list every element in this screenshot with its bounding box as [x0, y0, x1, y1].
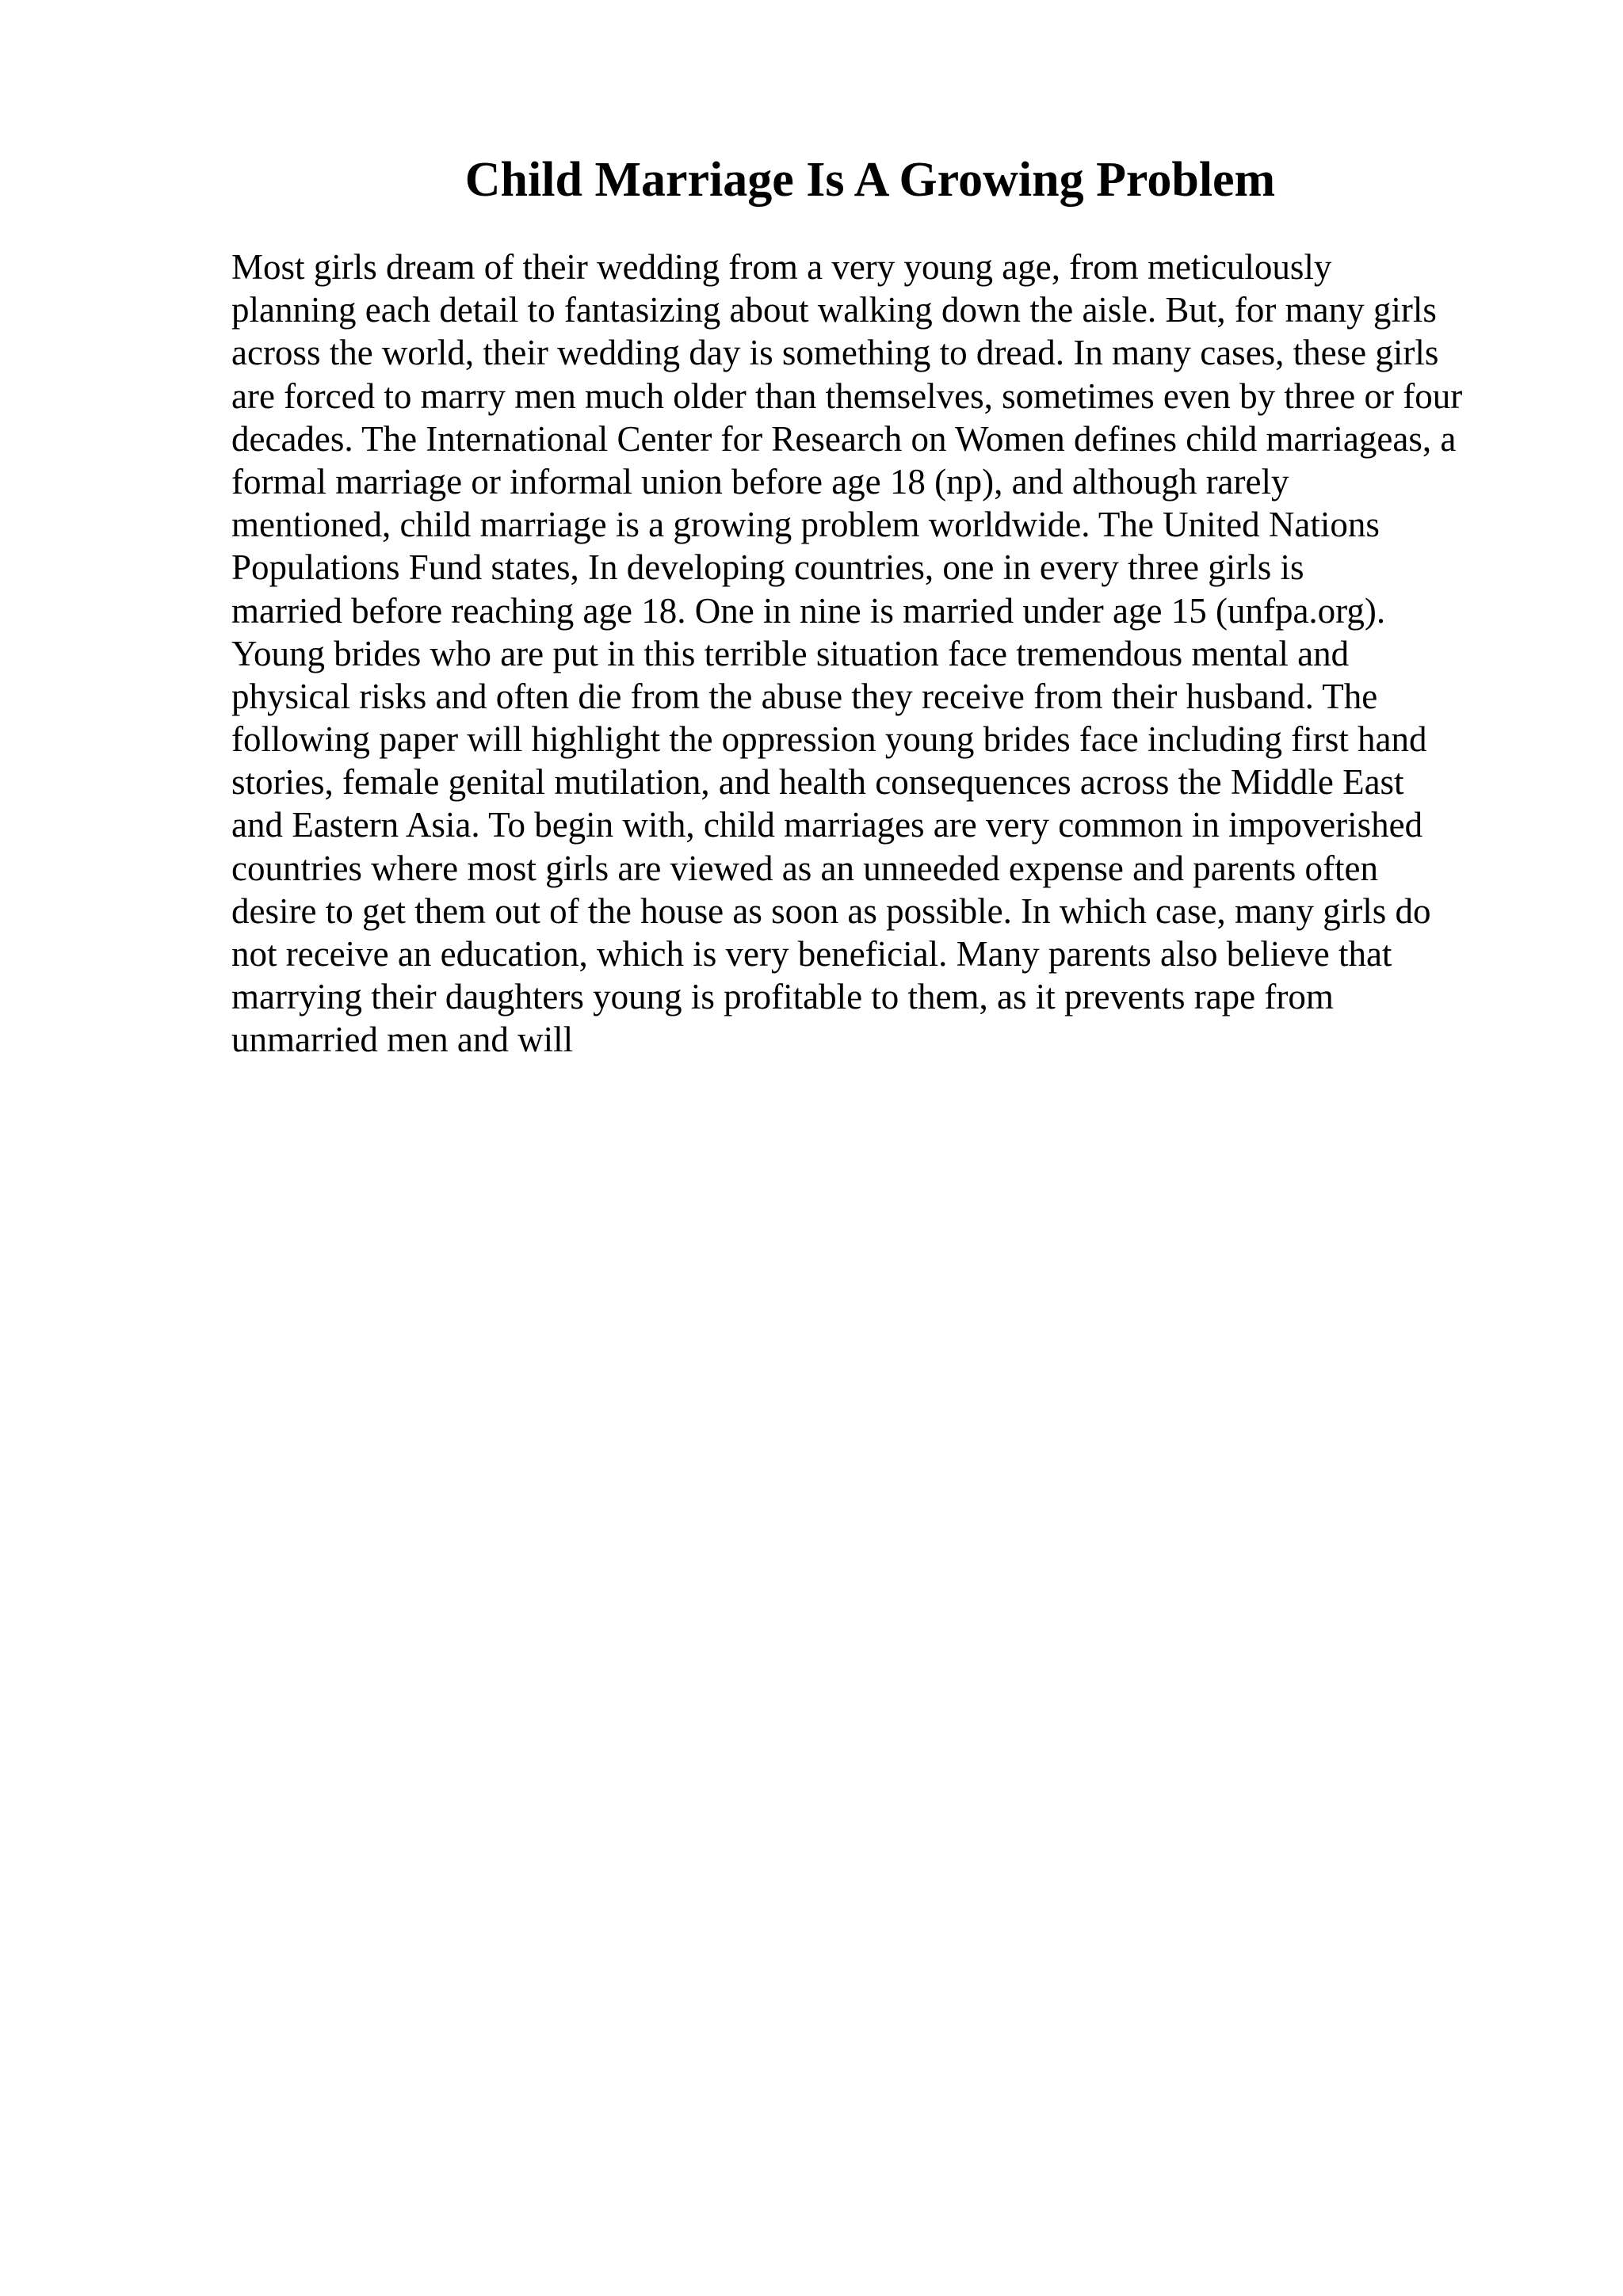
body-line: married before reaching age 18. One in nine is married under age 15 (unfpa.org). — [231, 590, 1386, 631]
document-body — [231, 246, 1594, 1062]
body-line: across the world, their wedding day is something to dread. In many cases, these girls — [231, 333, 1439, 373]
body-line: desire to get them out of the house as soon as possible. In which case, many girls do — [231, 891, 1431, 931]
body-line: Young brides who are put in this terrible situation face tremendous mental and — [231, 633, 1350, 673]
body-line: not receive an education, which is very beneficial. Many parents also believe that — [231, 934, 1392, 974]
body-line: Most girls dream of their wedding from a very young age, from meticulously — [231, 247, 1332, 287]
body-line: formal marriage or informal union before age 18 (np), and although rarely — [231, 461, 1289, 502]
document-title: Child Marriage Is A Growing Problem — [464, 153, 1276, 207]
body-line: are forced to marry men much older than themselves, sometimes even by three or four — [231, 376, 1463, 416]
body-line: following paper will highlight the oppression young brides face including first hand — [231, 719, 1427, 760]
body-line: stories, female genital mutilation, and health consequences across the Middle East — [231, 762, 1404, 803]
body-line: marrying their daughters young is profitable to them, as it prevents rape from — [231, 977, 1334, 1017]
body-line: countries where most girls are viewed as an unneeded expense and parents often — [231, 848, 1378, 888]
body-line: unmarried men and will — [231, 1020, 574, 1060]
body-line: planning each detail to fantasizing about walking down the aisle. But, for many girls — [231, 290, 1437, 330]
body-line: mentioned, child marriage is a growing problem worldwide. The United Nations — [231, 505, 1380, 545]
body-line: physical risks and often die from the abuse they receive from their husband. The — [231, 676, 1378, 716]
body-line: Populations Fund states, In developing countries, one in every three girls is — [231, 547, 1304, 588]
body-line: decades. The International Center for Research on Women defines child marriageas, a — [231, 418, 1457, 459]
body-line: and Eastern Asia. To begin with, child marriages are very common in impoverished — [231, 805, 1423, 845]
